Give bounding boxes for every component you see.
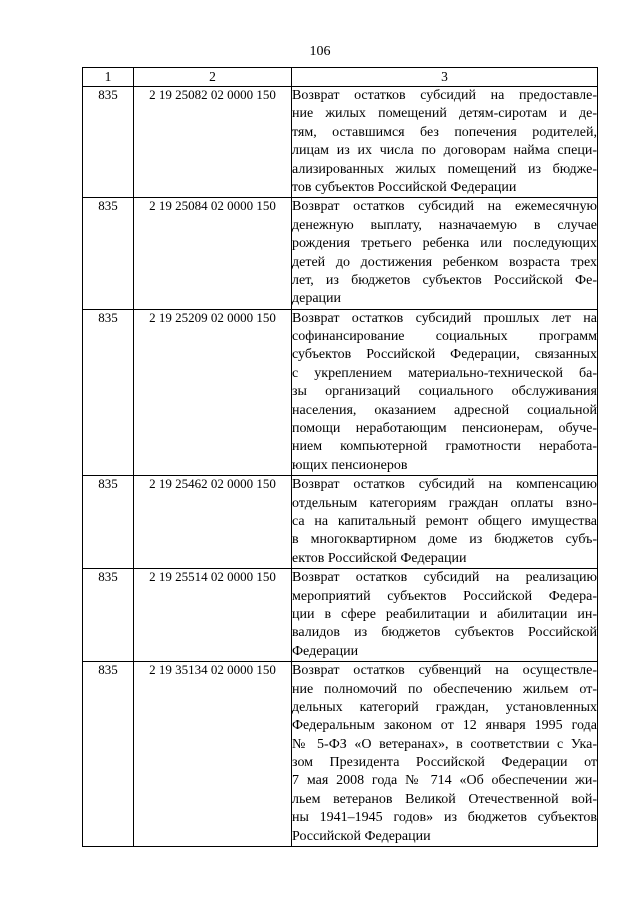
table-row xyxy=(83,569,598,662)
admin-code-cell: 835 xyxy=(83,662,134,847)
description-line: дерации xyxy=(292,291,342,307)
description-line: льем ветеранов Великой Отечественной вой- xyxy=(292,791,597,807)
description-line: дельных категорий граждан, установленных xyxy=(292,699,597,715)
description-line: ние полномочий по обеспечению жильем от- xyxy=(292,681,597,697)
description-line: населения, оказанием адресной социальной xyxy=(292,402,597,418)
description-line: ны 1941–1945 годов» из бюджетов субъектов xyxy=(292,810,597,826)
description-line: мероприятий субъектов Российской Федера- xyxy=(292,588,597,604)
admin-code-cell: 835 xyxy=(83,476,134,569)
table-row xyxy=(83,476,598,569)
budget-code-cell: 2 19 35134 02 0000 150 xyxy=(134,662,292,847)
description-line: ние жилых помещений детям-сиротам и де- xyxy=(292,106,597,122)
admin-code-cell: 835 xyxy=(83,87,134,198)
description-line: ции в сфере реабилитации и абилитации ин- xyxy=(292,606,597,622)
description-line: Возврат остатков субсидий на ежемесячную xyxy=(292,199,597,215)
table-row xyxy=(83,309,598,476)
table-row xyxy=(83,662,598,847)
description-line: Федерации xyxy=(292,643,359,659)
description-line: са на капитальный ремонт общего имущества xyxy=(292,513,597,529)
description-line: Возврат остатков субсидий на предоставле- xyxy=(292,88,597,103)
description-line: Возврат остатков субвенций на осуществле- xyxy=(292,663,597,679)
description-line: денежную выплату, назначаемую в случае xyxy=(292,217,597,233)
admin-code-cell: 835 xyxy=(83,569,134,662)
description-line: софинансирование социальных программ xyxy=(292,329,597,345)
budget-codes-table xyxy=(82,67,598,847)
description-line: детей до достижения ребенком возраста трех xyxy=(292,254,597,270)
description-line: тям, оставшимся без попечения родителей, xyxy=(292,124,597,140)
description-line: рождения третьего ребенка или последующих xyxy=(292,236,597,252)
description-line: Возврат остатков субсидий на компенсацию xyxy=(292,477,597,493)
budget-code-cell: 2 19 25084 02 0000 150 xyxy=(134,198,292,309)
income-name-cell xyxy=(292,662,598,847)
budget-code-cell: 2 19 25209 02 0000 150 xyxy=(134,309,292,476)
description-line: нием компьютерной грамотности неработа- xyxy=(292,439,597,455)
admin-code-cell: 835 xyxy=(83,198,134,309)
header-row xyxy=(83,68,598,87)
table-body xyxy=(83,87,598,847)
description-line: валидов из бюджетов субъектов Российской xyxy=(292,625,597,641)
description-line: помощи неработающим пенсионерам, обуче- xyxy=(292,421,597,437)
header-col-2: 2 xyxy=(134,68,292,87)
description-line: отдельным категориям граждан оплаты взно- xyxy=(292,495,597,511)
description-line: Федеральным законом от 12 января 1995 года xyxy=(292,718,597,734)
income-name-cell xyxy=(292,476,598,569)
description-line: с укреплением материально-технической ба- xyxy=(292,365,597,381)
description-line: субъектов Российской Федерации, связанных xyxy=(292,347,597,363)
budget-code-cell: 2 19 25462 02 0000 150 xyxy=(134,476,292,569)
income-name-cell xyxy=(292,309,598,476)
description-line: Возврат остатков субсидий прошлых лет на xyxy=(292,310,597,326)
header-col-1: 1 xyxy=(83,68,134,87)
header-col-3: 3 xyxy=(292,68,598,87)
description-line: Российской Федерации xyxy=(292,828,431,844)
page-number: 106 xyxy=(309,44,331,59)
description-line: лет, из бюджетов субъектов Российской Фе- xyxy=(292,272,597,288)
description-line: ализированных жилых помещений из бюдже- xyxy=(292,161,597,177)
description-line: ющих пенсионеров xyxy=(292,457,408,473)
admin-code-cell: 835 xyxy=(83,309,134,476)
table-row xyxy=(83,87,598,198)
description-line: № 5-ФЗ «О ветеранах», в соответствии с Ука- xyxy=(292,736,597,752)
income-name-cell xyxy=(292,198,598,309)
income-name-cell xyxy=(292,87,598,198)
table-row xyxy=(83,198,598,309)
description-line: зом Президента Российской Федерации от xyxy=(292,755,597,771)
description-line: тов субъектов Российской Федерации xyxy=(292,179,517,195)
budget-code-cell: 2 19 25082 02 0000 150 xyxy=(134,87,292,198)
income-name-cell xyxy=(292,569,598,662)
description-line: Возврат остатков субсидий на реализацию xyxy=(292,570,597,586)
description-line: в многоквартирном доме из бюджетов субъ- xyxy=(292,532,597,548)
budget-code-cell: 2 19 25514 02 0000 150 xyxy=(134,569,292,662)
description-line: зы организаций социального обслуживания xyxy=(292,384,597,400)
description-line: 7 мая 2008 года № 714 «Об обеспечении жи- xyxy=(292,773,597,789)
description-line: ектов Российской Федерации xyxy=(292,550,467,566)
description-line: лицам из их числа по договорам найма специ- xyxy=(292,143,597,159)
